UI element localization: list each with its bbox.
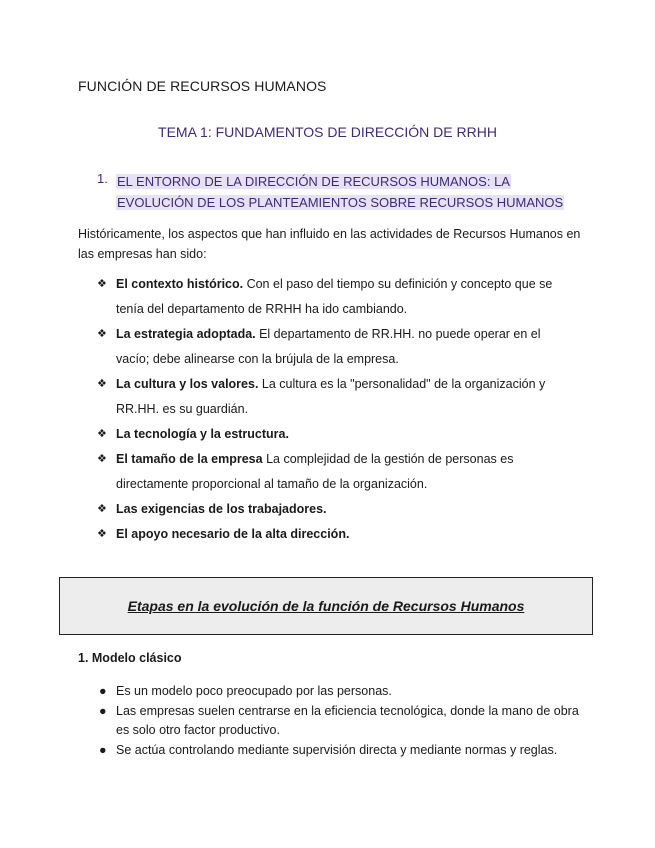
list-item: [97, 447, 577, 497]
section-heading-line-1: EL ENTORNO DE LA DIRECCIÓN DE RECURSOS HUMANOS: LA: [117, 174, 510, 189]
bullet-icon: ●: [99, 742, 107, 757]
list-item: [97, 702, 582, 741]
bullet-icon: ●: [99, 684, 107, 698]
factor-label: Las exigencias de los trabajadores.: [116, 502, 327, 516]
list-item-text: Es un modelo poco preocupado por las personas.: [116, 684, 392, 698]
diamond-bullet-icon: ❖: [97, 528, 107, 540]
diamond-bullet-icon: ❖: [97, 503, 107, 515]
list-item: [97, 422, 577, 447]
tema-heading: TEMA 1: FUNDAMENTOS DE DIRECCIÓN DE RRHH: [158, 124, 497, 140]
list-item: [97, 682, 582, 702]
modelo-clasico-heading: 1. Modelo clásico: [78, 651, 182, 665]
factor-description: La cultura es la "personalidad" de la organización y RR.HH. es su guardián.: [116, 377, 546, 416]
stages-heading-box: [59, 577, 593, 635]
list-item: [97, 522, 577, 547]
diamond-bullet-icon: ❖: [97, 328, 107, 340]
section-heading-line-2: EVOLUCIÓN DE LOS PLANTEAMIENTOS SOBRE RECURSOS HUMANOS: [117, 195, 564, 210]
list-item: [97, 322, 577, 372]
section-number: 1.: [97, 171, 108, 186]
list-item: [97, 497, 577, 522]
factors-list: [97, 272, 577, 547]
factor-label: La tecnología y la estructura.: [116, 427, 289, 441]
factor-label: La cultura y los valores.: [116, 377, 259, 391]
list-item: [97, 272, 577, 322]
factor-description: El departamento de RR.HH. no puede operar en el vacío; debe alinearse con la brújula de la empresa.: [116, 327, 541, 366]
section-heading: [116, 171, 564, 213]
factor-label: El tamaño de la empresa: [116, 452, 263, 466]
factor-description: La complejidad de la gestión de personas es directamente proporcional al tamaño de la organización.: [116, 452, 514, 491]
stages-heading: Etapas en la evolución de la función de Recursos Humanos: [127, 598, 525, 614]
list-item-text: Se actúa controlando mediante supervisión directa y mediante normas y reglas.: [116, 742, 558, 757]
bullet-icon: ●: [99, 703, 107, 718]
diamond-bullet-icon: ❖: [97, 278, 107, 290]
document-title: FUNCIÓN DE RECURSOS HUMANOS: [78, 78, 327, 94]
list-item: [97, 372, 577, 422]
diamond-bullet-icon: ❖: [97, 453, 107, 465]
diamond-bullet-icon: ❖: [97, 378, 107, 390]
factor-label: El contexto histórico.: [116, 277, 244, 291]
list-item-text: Las empresas suelen centrarse en la eficiencia tecnológica, donde la mano de obra es solo otro factor productivo.: [116, 703, 579, 737]
factor-label: El apoyo necesario de la alta dirección.: [116, 527, 350, 541]
intro-paragraph: Históricamente, los aspectos que han influido en las actividades de Recursos Humanos en las empresas han sido:: [78, 227, 581, 261]
modelo-clasico-list: [97, 682, 582, 760]
factor-label: La estrategia adoptada.: [116, 327, 256, 341]
list-item: [97, 741, 582, 761]
factor-description: Con el paso del tiempo su definición y concepto que se tenía del departamento de RRHH ha ido cambiando.: [116, 277, 553, 316]
diamond-bullet-icon: ❖: [97, 428, 107, 440]
